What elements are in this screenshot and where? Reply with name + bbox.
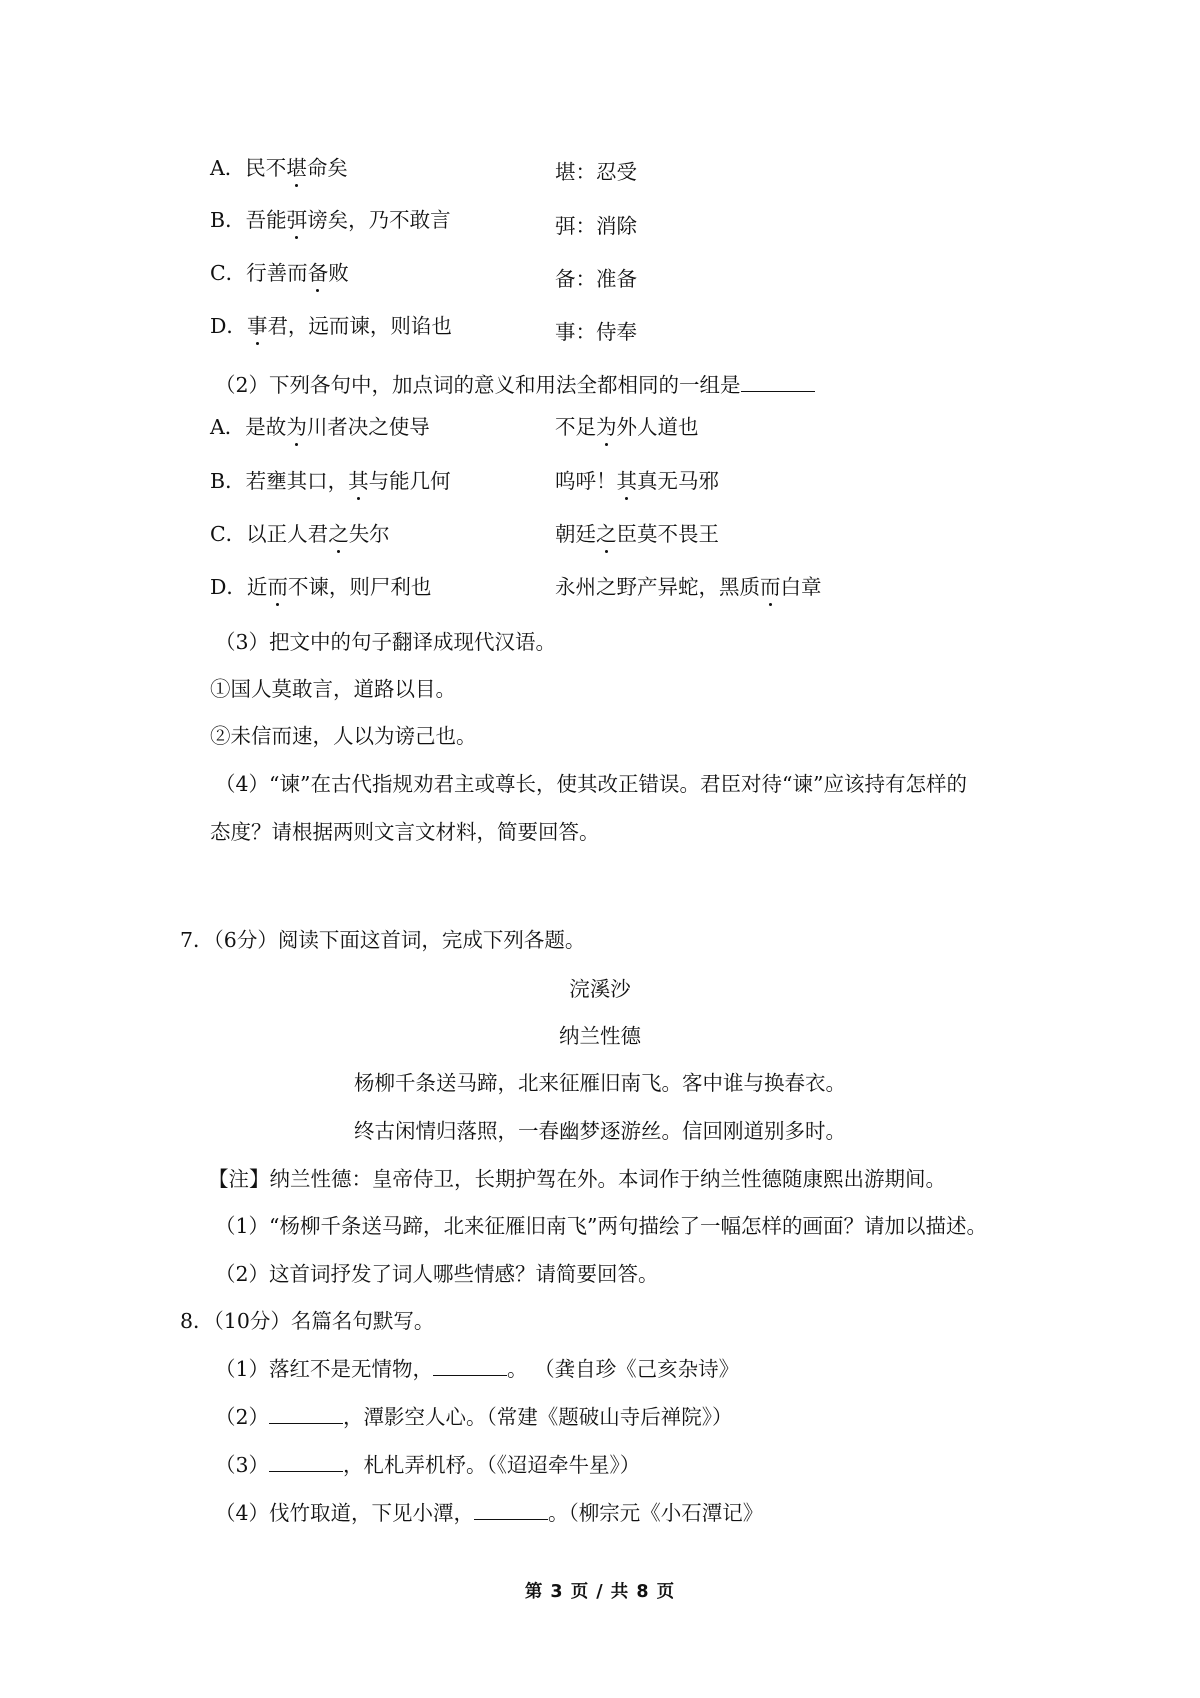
answer-blank <box>269 1453 343 1472</box>
q8-item-4: （4）伐竹取道，下见小潭， 。（柳宗元《小石潭记》 <box>215 1501 764 1525</box>
poem-author: 纳兰性德 <box>559 1024 641 1048</box>
q8-item-1: （1）落红不是无情物， 。 （龚自珍《己亥杂诗》 <box>215 1357 740 1381</box>
dotted-word: 其 <box>348 469 369 493</box>
answer-blank <box>269 1405 343 1424</box>
poem-line-1: 杨柳千条送马蹄，北来征雁旧南飞。客中谁与换春衣。 <box>354 1071 846 1095</box>
page-footer: 第 3 页 / 共 8 页 <box>524 1582 676 1602</box>
q6-1-option-c: C．行善而备败 <box>210 261 349 285</box>
q6-4-line-1: （4）“谏”在古代指规劝君主或尊长，使其改正错误。君臣对待“谏”应该持有怎样的 <box>215 772 967 796</box>
q8-item-2: （2） ，潭影空人心。（常建《题破山寺后禅院》） <box>215 1405 733 1429</box>
q6-2-option-a-right: 不足为外人道也 <box>555 415 699 439</box>
q6-2-option-b-right: 呜呼！其真无马邪 <box>555 469 719 493</box>
q6-2-option-c-left: C．以正人君之失尔 <box>210 522 390 546</box>
q7-sub-1: （1）“杨柳千条送马蹄，北来征雁旧南飞”两句描绘了一幅怎样的画面？请加以描述。 <box>215 1214 988 1238</box>
q6-3-sentence-2: ②未信而速，人以为谤己也。 <box>210 724 477 748</box>
q6-2-option-a-left: A．是故为川者决之使导 <box>210 415 430 439</box>
q6-2-stem: （2）下列各句中，加点词的意义和用法全都相同的一组是 <box>215 371 815 399</box>
q7-sub-2: （2）这首词抒发了词人哪些情感？请简要回答。 <box>215 1262 659 1286</box>
dotted-word: 堪 <box>286 156 307 180</box>
dotted-word: 其 <box>616 469 637 493</box>
answer-blank <box>741 373 815 392</box>
dotted-word: 弭 <box>286 208 308 232</box>
dotted-word: 之 <box>596 522 617 546</box>
q6-1-option-a-meaning: 堪：忍受 <box>555 160 637 184</box>
q6-1-option-b-meaning: 弭：消除 <box>555 214 637 238</box>
q6-1-option-d: D．事君，远而谏，则谄也 <box>210 314 452 338</box>
q6-4-line-2: 态度？请根据两则文言文材料，简要回答。 <box>210 820 600 844</box>
q6-1-option-b: B．吾能弭谤矣，乃不敢言 <box>210 208 451 232</box>
dotted-word: 之 <box>328 522 349 546</box>
dotted-word: 为 <box>596 415 617 439</box>
answer-blank <box>474 1501 548 1520</box>
dotted-word: 而 <box>267 575 288 599</box>
dotted-word: 为 <box>286 415 307 439</box>
q6-1-option-c-meaning: 备：准备 <box>555 267 637 291</box>
q6-1-option-d-meaning: 事：侍奉 <box>555 320 637 344</box>
dotted-word: 事 <box>246 314 268 338</box>
answer-blank <box>433 1357 507 1376</box>
q8-header: 8．（10分）名篇名句默写。 <box>180 1309 435 1333</box>
q6-3-sentence-1: ①国人莫敢言，道路以目。 <box>210 677 456 701</box>
q8-item-3: （3） ，札札弄机杼。（《迢迢牵牛星》） <box>215 1453 641 1477</box>
q7-header: 7．（6分）阅读下面这首词，完成下列各题。 <box>180 928 586 952</box>
poem-line-2: 终古闲情归落照，一春幽梦逐游丝。信回刚道别多时。 <box>354 1119 846 1143</box>
q6-2-option-d-right: 永州之野产异蛇，黑质而白章 <box>555 575 822 599</box>
q6-2-option-d-left: D．近而不谏，则尸利也 <box>210 575 432 599</box>
dotted-word: 而 <box>760 575 781 599</box>
q6-1-option-a: A．民不堪命矣 <box>210 156 348 180</box>
q6-2-option-b-left: B．若壅其口，其与能几何 <box>210 469 451 493</box>
poem-title: 浣溪沙 <box>569 977 631 1001</box>
q6-3-stem: （3）把文中的句子翻译成现代汉语。 <box>215 630 557 654</box>
q6-2-option-c-right: 朝廷之臣莫不畏王 <box>555 522 719 546</box>
dotted-word: 备 <box>307 261 329 285</box>
poem-note: 【注】纳兰性德：皇帝侍卫，长期护驾在外。本词作于纳兰性德随康熙出游期间。 <box>208 1167 946 1191</box>
